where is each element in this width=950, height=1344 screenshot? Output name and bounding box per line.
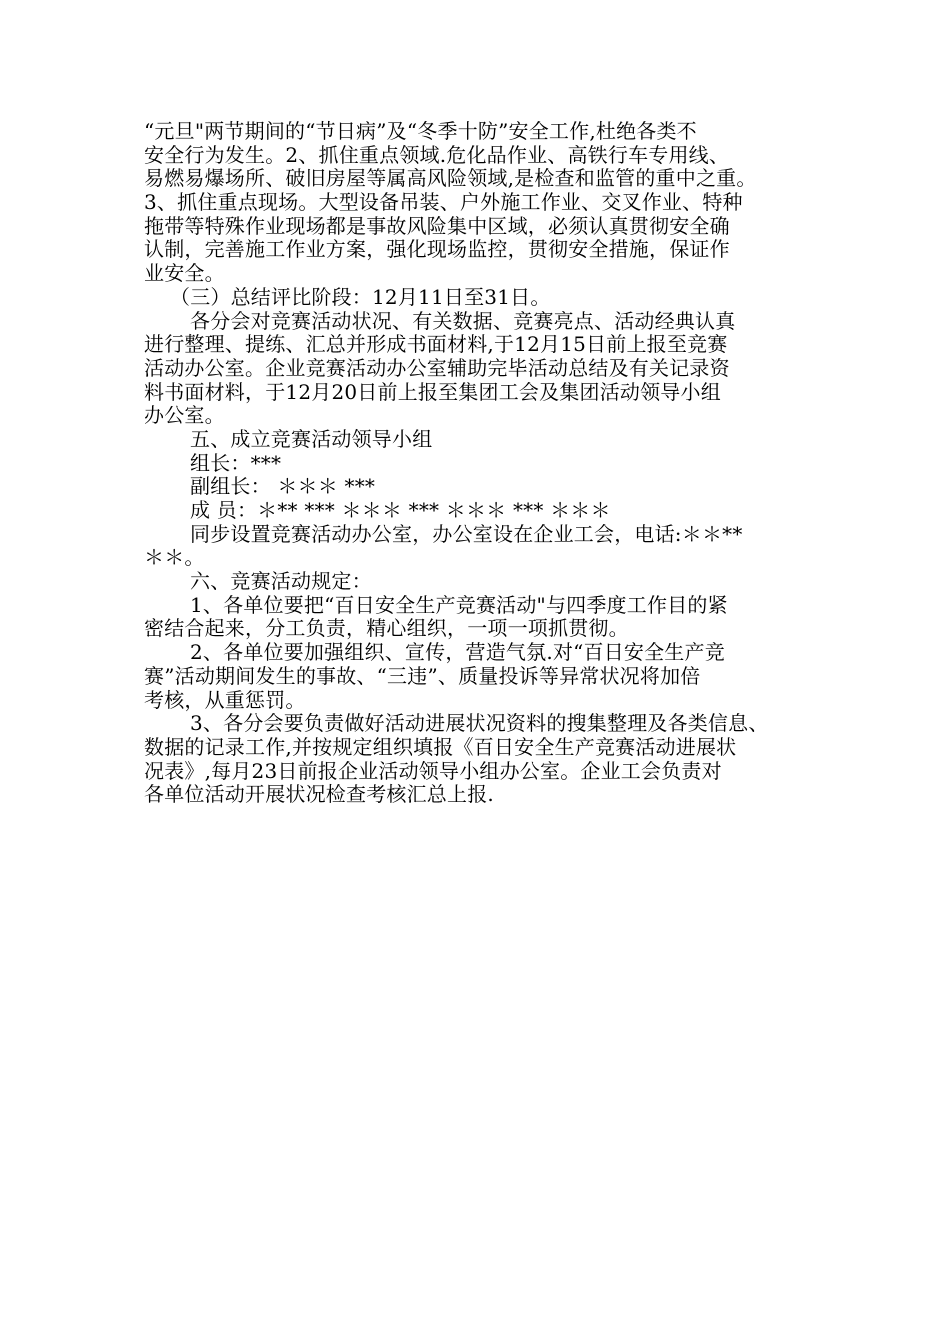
text-line: ＊＊。: [144, 545, 205, 570]
text-line: 各分会对竞赛活动状况、有关数据、竞赛亮点、活动经典认真: [190, 308, 736, 333]
text-line: 2、各单位要加强组织、宣传，营造气氛.对“百日安全生产竞: [190, 640, 725, 665]
text-line: 认制，完善施工作业方案，强化现场监控，贯彻安全措施，保证作: [144, 237, 730, 262]
text-line: 况表》,每月23日前报企业活动领导小组办公室。企业工会负责对: [144, 758, 722, 783]
text-line: 料书面材料，于12月20日前上报至集团工会及集团活动领导小组: [144, 379, 721, 404]
text-line: “元旦"两节期间的“节日病”及“冬季十防”安全工作,杜绝各类不: [144, 119, 697, 143]
document-body: [144, 120, 824, 807]
text-line: 密结合起来，分工负责，精心组织，一项一项抓贯彻。: [144, 616, 629, 641]
text-line: 业安全。: [144, 261, 225, 286]
section-heading: 六、竞赛活动规定：: [190, 569, 372, 594]
text-line: 安全行为发生。2、抓住重点领域.危化品作业、高铁行车专用线、: [144, 142, 730, 167]
text-line: 成 员：＊** *** ＊＊＊ *** ＊＊＊ *** ＊＊＊: [190, 498, 611, 522]
text-line: 办公室。: [144, 403, 225, 428]
text-line: 3、各分会要负责做好活动进展状况资料的搜集整理及各类信息、: [190, 711, 769, 736]
text-line: 3、抓住重点现场。大型设备吊装、户外施工作业、交叉作业、特种: [144, 190, 743, 215]
text-line: 赛”活动期间发生的事故、“三违”、质量投诉等异常状况将加倍: [144, 663, 701, 688]
text-line: 1、各单位要把“百日安全生产竞赛活动"与四季度工作目的紧: [190, 592, 728, 617]
text-line: 副组长： ＊＊＊ ***: [190, 474, 376, 499]
text-line: 拖带等特殊作业现场都是事故风险集中区域，必须认真贯彻安全确: [144, 213, 730, 238]
section-heading: 五、成立竞赛活动领导小组: [190, 426, 433, 451]
text-line: 易燃易爆场所、破旧房屋等属高风险领域,是检查和监管的重中之重。: [144, 166, 757, 191]
text-line: 同步设置竞赛活动办公室，办公室设在企业工会，电话:＊＊**: [190, 521, 743, 546]
section-heading: （三）总结评比阶段：12月11日至31日。: [170, 284, 551, 309]
text-line: 进行整理、提练、汇总并形成书面材料,于12月15日前上报至竞赛: [144, 332, 728, 357]
text-line: 考核，从重惩罚。: [144, 687, 306, 712]
text-line: 各单位活动开展状况检查考核汇总上报.: [144, 782, 494, 807]
text-line: 数据的记录工作,并按规定组织填报《百日安全生产竞赛活动进展状: [144, 734, 737, 759]
text-line: 活动办公室。企业竞赛活动办公室辅助完毕活动总结及有关记录资: [144, 355, 730, 380]
text-line: 组长：***: [190, 450, 282, 475]
